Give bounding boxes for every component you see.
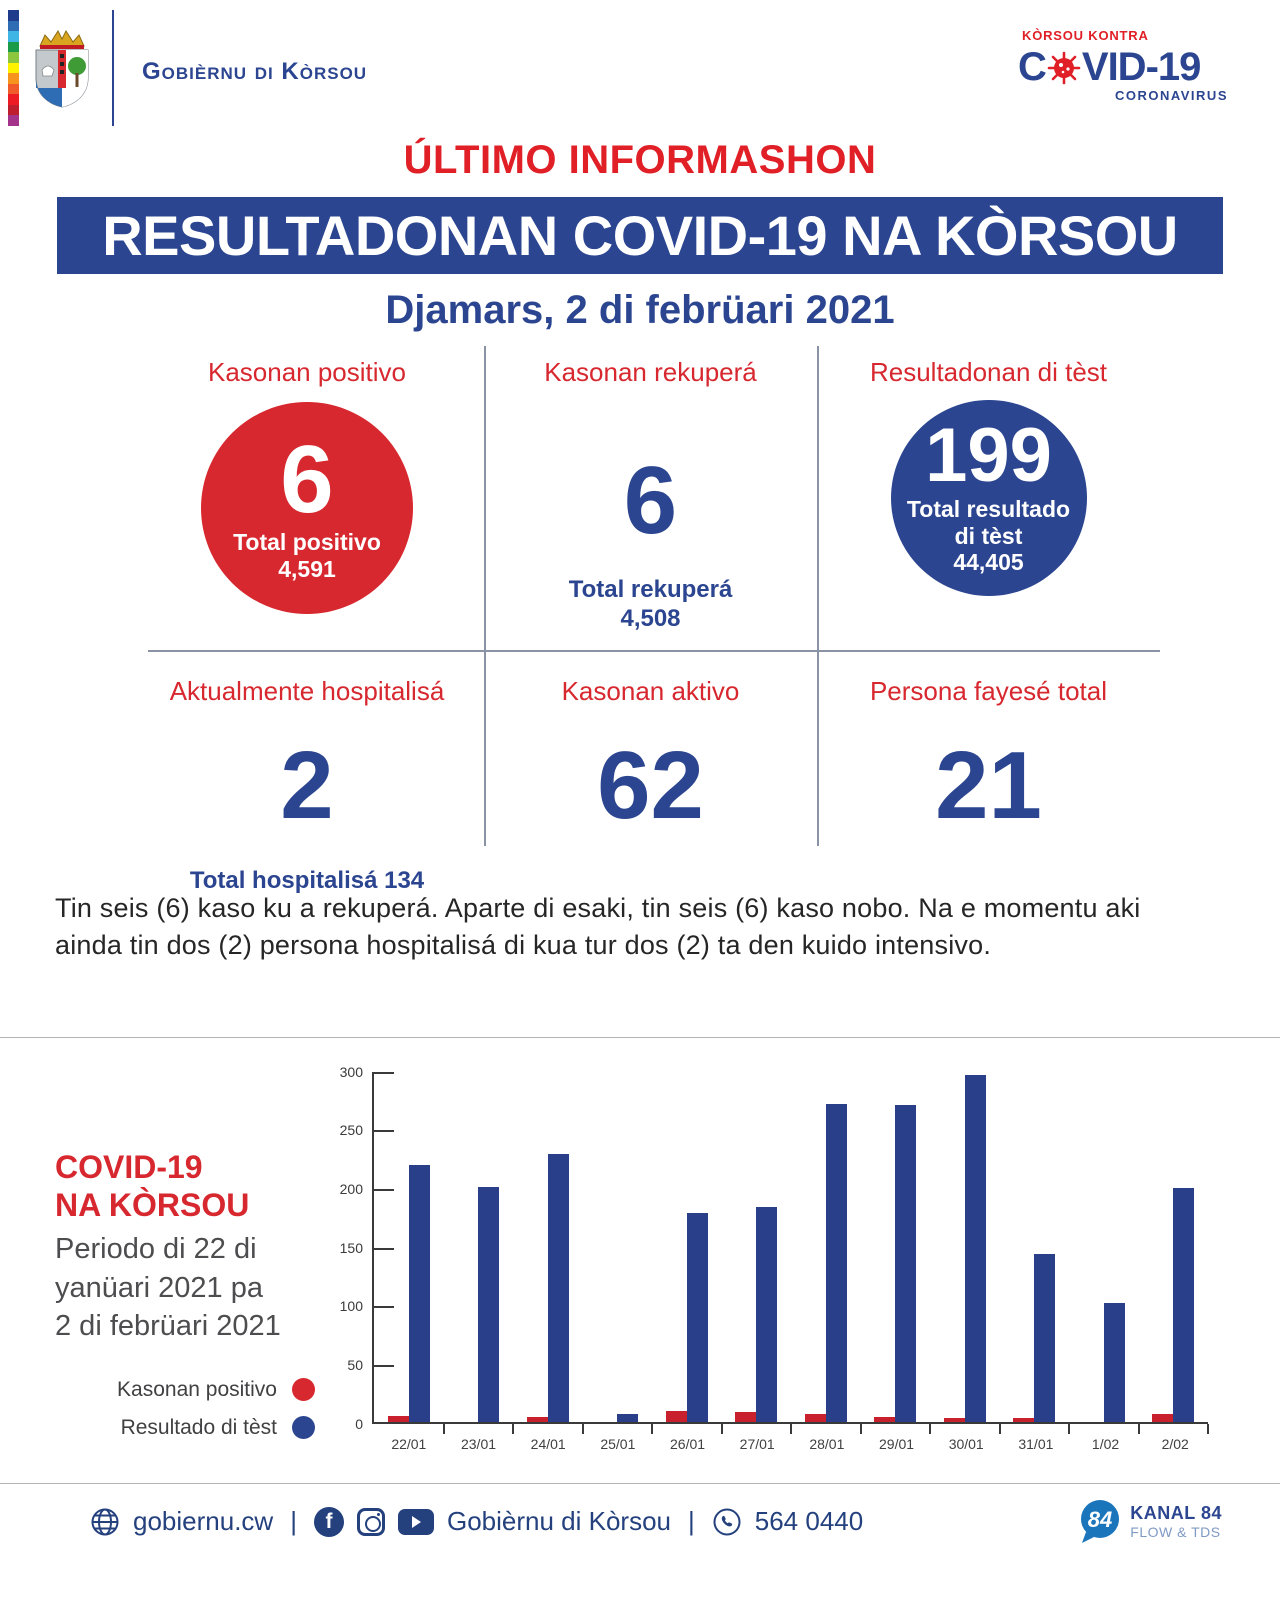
chart-period-line3: 2 di febrüari 2021 [55,1309,281,1342]
stat-total-label: Total rekuperá [568,576,733,603]
x-tick-mark [1138,1424,1140,1434]
bar-group [1069,1072,1139,1422]
bar-test [409,1165,430,1422]
bar-group [374,1072,444,1422]
stat-label: Kasonan aktivo [561,676,740,706]
y-tick-label: 50 [347,1356,363,1373]
coat-of-arms [30,26,94,110]
test-circle [891,400,1087,596]
footer-separator: | [688,1506,695,1536]
chart-period-line1: Periodo di 22 di [55,1233,257,1266]
bar-test [965,1075,986,1421]
page-footer [0,1484,1280,1560]
stat-total-label-line1: Total resultado [906,496,1071,523]
x-tick-label: 29/01 [879,1435,915,1452]
stat-value: 199 [925,413,1052,499]
stat-total-value: 4,508 [620,604,681,632]
rainbow-strip [8,10,19,126]
y-tick-label: 100 [339,1298,363,1315]
x-tick-label: 1/02 [1091,1435,1120,1452]
covid19-logo [1018,28,1228,103]
x-tick-mark [999,1424,1001,1434]
stat-label: Kasonan positivo [207,357,407,387]
legend-item-positivo [55,1378,315,1402]
x-tick-mark [582,1424,584,1434]
kanal84-tagline: FLOW & TDS [1130,1524,1221,1540]
bar-test [1173,1188,1194,1421]
kanal84-badge-text: 84 [1088,1506,1113,1532]
bar-group [513,1072,583,1422]
stat-value: 6 [280,425,334,533]
covid-logo-topline: KÒRSOU KONTRA [1022,28,1149,43]
legend-item-test [55,1416,315,1440]
x-tick-mark [443,1424,445,1434]
stat-total-value: 44,405 [953,549,1024,576]
chart-title-line2: NA KÒRSOU [55,1186,250,1223]
footer-separator: | [290,1506,297,1536]
stat-fayese [817,650,1160,848]
bar-test [895,1105,916,1422]
report-date: Djamars, 2 di febrüari 2021 [385,288,895,332]
legend-label: Resultado di tèst [120,1415,277,1439]
stat-label: Resultadonan di tèst [869,357,1108,387]
covid-logo-suffix: VID-19 [1081,45,1201,89]
x-tick-mark [790,1424,792,1434]
globe-icon [90,1507,120,1537]
page-header [0,0,1280,130]
social-account-name: Gobièrnu di Kòrsou [446,1506,671,1536]
bar-test [478,1187,499,1422]
y-axis-labels [330,1063,372,1432]
whatsapp-icon[interactable] [712,1507,742,1537]
x-axis-labels [374,1436,1210,1452]
bar-test [1104,1303,1125,1422]
covid-logo-subtitle: CORONAVIRUS [1114,88,1228,103]
facebook-icon[interactable]: f [314,1507,344,1537]
x-tick-label: 28/01 [809,1435,845,1452]
bar-group [1139,1072,1209,1422]
bar-test [1034,1254,1055,1422]
bar-group [652,1072,722,1422]
bar-test [826,1104,847,1422]
stat-value: 21 [935,732,1042,839]
x-tick-mark [721,1424,723,1434]
org-name: Gobièrnu di Kòrsou [142,58,368,85]
bar-positivo [666,1411,687,1422]
chart-title-line1: COVID-19 [55,1148,203,1185]
bar-positivo [1152,1414,1173,1421]
kanal84-logo [1076,1498,1222,1546]
x-tick-mark [651,1424,653,1434]
stat-value: 6 [623,447,678,554]
bar-group [791,1072,861,1422]
x-tick-mark [1207,1424,1209,1434]
kicker-title: ÚLTIMO INFORMASHON [403,138,877,182]
stat-total-label: Total hospitalisá 134 [189,867,425,894]
x-tick-label: 24/01 [530,1435,566,1452]
stat-label: Persona fayesé total [869,676,1108,706]
stats-grid [130,343,1160,894]
stat-total-value: 4,591 [278,555,336,582]
stat-value: 2 [280,732,334,839]
bar-positivo [874,1417,895,1422]
x-tick-label: 23/01 [460,1435,497,1452]
bar-group [1000,1072,1070,1422]
chart-legend [55,1378,315,1454]
x-tick-mark [1068,1424,1070,1434]
header-divider [112,10,114,126]
y-tick-label: 250 [339,1122,363,1139]
stat-test [817,343,1160,650]
bar-positivo [805,1414,826,1421]
bar-group [930,1072,1000,1422]
y-tick-label: 0 [355,1415,363,1432]
stat-rekupera [484,343,817,650]
youtube-icon[interactable] [398,1509,434,1535]
bar-group [861,1072,931,1422]
kanal84-badge-icon [1076,1498,1122,1546]
bar-positivo [735,1412,756,1421]
x-tick-mark [929,1424,931,1434]
x-tick-mark [860,1424,862,1434]
bar-test [687,1213,708,1422]
stat-aktivo [484,650,817,848]
chart-heading [55,1148,335,1346]
main-banner [57,197,1223,274]
stat-total-label: Total positivo [233,529,381,556]
stat-hospital [130,650,484,894]
bar-positivo [527,1417,548,1422]
chart-plot [372,1072,1208,1424]
covid-logo-prefix: C [1018,45,1046,89]
main-banner-title: RESULTADONAN COVID-19 NA KÒRSOU [102,204,1178,267]
y-tick-label: 200 [339,1180,363,1197]
stat-total-label-line2: di tèst [954,522,1023,549]
legend-label: Kasonan positivo [117,1377,277,1401]
y-tick-label: 300 [339,1063,363,1080]
stat-value: 62 [597,732,704,839]
instagram-icon[interactable] [357,1508,385,1536]
x-tick-label: 25/01 [600,1435,636,1452]
summary-paragraph: Tin seis (6) kaso ku a rekuperá. Aparte di esaki, tin seis (6) kaso nobo. Na e momentu aki ainda tin dos (2) persona hospitalisá di kua tur dos (2) ta den kuido intensivo. [55,893,1141,961]
bar-group [444,1072,514,1422]
bar-test [548,1154,569,1422]
positivo-circle [201,402,413,614]
bar-group [722,1072,792,1422]
virus-icon [1047,51,1081,85]
x-tick-label: 30/01 [948,1435,984,1452]
chart-section [0,1037,1280,1484]
bar-test [617,1414,638,1421]
chart-period [55,1230,335,1345]
x-tick-label: 31/01 [1018,1435,1054,1452]
kanal84-name: KANAL 84 [1130,1503,1222,1523]
website-link[interactable]: gobiernu.cw [133,1506,274,1536]
chart-period-line2: yanüari 2021 pa [55,1271,263,1304]
legend-dot-red-icon [292,1378,315,1401]
stat-positivo [130,343,484,650]
bar-positivo [944,1418,965,1422]
x-tick-label: 26/01 [670,1435,706,1452]
stat-label: Aktualmente hospitalisá [169,676,445,706]
x-tick-label: 27/01 [739,1435,775,1452]
bar-positivo [1013,1418,1034,1422]
x-tick-label: 22/01 [391,1435,427,1452]
bar-test [756,1207,777,1422]
x-tick-label: 2/02 [1161,1435,1189,1452]
x-tick-mark [512,1424,514,1434]
phone-number[interactable]: 564 0440 [754,1506,864,1536]
bar-positivo [388,1416,409,1422]
bar-group [583,1072,653,1422]
bar-chart [330,1063,1208,1432]
legend-dot-blue-icon [292,1416,315,1439]
y-tick-label: 150 [339,1239,363,1256]
stat-label: Kasonan rekuperá [544,357,757,387]
